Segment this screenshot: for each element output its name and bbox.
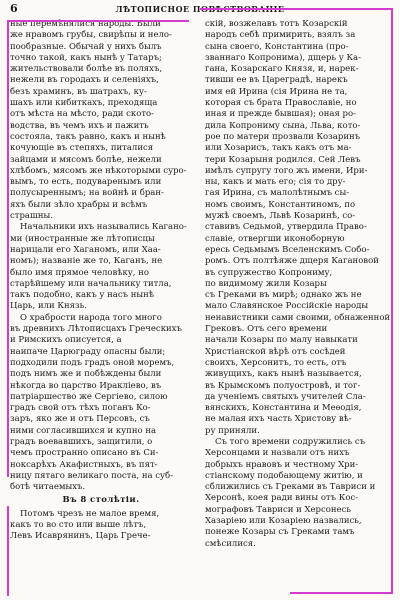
text-line: рое по матери прозвали Козаринъ: [205, 131, 361, 142]
text-line: въ древнихъ Лѣтописцахъ Греческихъ: [10, 324, 182, 335]
text-line: подходили подъ градъ оной моремъ,: [10, 357, 175, 368]
text-line: въ супружество Копрониму,: [205, 267, 333, 278]
text-line: О храбрости народа того много: [20, 312, 162, 323]
left-column: [10, 19, 192, 543]
text-line: Потомъ чрезъ не малое время,: [20, 508, 160, 519]
text-line: Царь, или Князь.: [10, 301, 87, 312]
text-line: сближились съ Греками въ Тавриси и: [205, 482, 376, 493]
text-line: стіанскому подобающему житію, и: [205, 470, 363, 481]
text-line: мало Славянское Россійскіе народы: [205, 301, 369, 312]
text-line: понеже Козары съ Греками тамъ: [205, 527, 355, 538]
text-line: дила Копрониму сына, Льва, кото-: [205, 120, 361, 131]
text-line: номъ); названіе же то, Каганъ, не: [10, 256, 163, 267]
text-line: Левъ Исаврянинъ, Царь Грече-: [10, 531, 151, 542]
text-line: славіе, отвергши иконоборную: [205, 233, 345, 244]
text-line: съ Греками въ мирѣ; однако жъ не: [205, 290, 362, 301]
text-line: которая съ брата Православіе, но: [205, 98, 357, 109]
text-line: по видимому жили Козары: [205, 278, 327, 289]
text-line: такъ подобно, какъ у насъ нынѣ: [10, 290, 154, 301]
text-line: имѣлъ супругу того жъ имени, Ири-: [205, 165, 368, 176]
page-number: 6: [10, 2, 18, 15]
text-line: Хазаріею или Козаріею назвались,: [205, 516, 362, 527]
running-head: ЛѢТОПИСНОЕ ПОВѢСТВОВАНІЕ: [115, 4, 285, 14]
text-line: добрыхъ нравовъ и честному Хри-: [205, 459, 359, 470]
text-line: народъ себѣ примирить, взялъ за: [205, 30, 356, 41]
highlight-bracket-right: [391, 8, 393, 594]
text-line: ними согласившихся и купно на: [10, 425, 157, 436]
text-line: какъ то во сто или выше лѣтъ,: [10, 520, 147, 531]
paragraph-right-1: [205, 19, 391, 437]
text-line: Грековъ. Отъ сего времени: [205, 324, 328, 335]
highlight-bracket-top: [200, 8, 393, 10]
text-line: или Хозарисъ, такъ какъ отъ ма-: [205, 143, 352, 154]
text-line: полусыреннымъ; на войнѣ и бран-: [10, 188, 164, 199]
text-line: гана, Козарскаго Князя, и, нарек-: [205, 64, 359, 75]
text-line: начали Козары по малу навыкати: [205, 335, 358, 346]
text-line: нѣкогда во царство Иракліево, въ: [10, 380, 162, 391]
text-line: живущихъ, какъ нынѣ называется,: [205, 369, 362, 380]
highlight-bracket-left-lower: [7, 506, 9, 596]
text-line: зайцами и мясомъ болѣе, нежели: [10, 154, 162, 165]
text-line: вянскихъ, Константина и Меѳодія,: [205, 403, 362, 414]
text-line: своихъ, Херсонитъ, то есть, отъ: [205, 357, 347, 368]
text-line: номъ своимъ, Константиномъ, по: [205, 199, 356, 210]
text-line: ботѣ читаемыхъ.: [10, 482, 86, 493]
text-line: безъ храминъ, въ шатрахъ, ку-: [10, 86, 147, 97]
text-line: мографовъ Тавриси и Херсонесь: [205, 504, 351, 515]
section-heading: Въ 8 столѣтіи.: [62, 495, 140, 506]
text-line: тери Козарыня родился. Сей Левъ: [205, 154, 361, 165]
text-line: кочующіе въ степяхъ, питалися: [10, 143, 154, 154]
text-line: ноксарѣхъ Акафистныхъ, въ пят-: [10, 459, 158, 470]
paragraph-right-2: [205, 437, 391, 550]
text-line: ру приняли.: [205, 425, 260, 436]
text-line: водства, въ чемъ ихъ и пажить: [10, 120, 149, 131]
text-line: Съ того времени содружились съ: [215, 436, 365, 447]
text-line: званнаго Копронима), дщерь у Ка-: [205, 52, 361, 63]
highlight-bracket-bottom: [290, 592, 393, 594]
text-line: ницу пятаго великаго поста, на суб-: [10, 470, 174, 481]
paragraph-2: [10, 222, 192, 312]
text-line: градъ воевавшихъ, защитили, о: [10, 436, 153, 447]
text-line: патріаршество же Сергіево, силою: [10, 391, 168, 402]
text-line: вымъ, то есть, подуваренымъ или: [10, 177, 162, 188]
text-line: жительствовали болѣе въ поляхъ,: [10, 64, 163, 75]
text-line: скій, возжелавъ тотъ Козарскій: [205, 19, 348, 29]
text-line: ны, какъ и мать его; сія то дру-: [205, 177, 346, 188]
text-line: ми (иностранные же лѣтописцы: [10, 233, 155, 244]
text-line: ные перемѣнялися народы. Были: [10, 19, 161, 29]
text-line: Христіанской вѣрѣ отъ сосѣдей: [205, 346, 346, 357]
text-line: Херсонѣ, коея ради вины отъ Кос-: [205, 493, 359, 504]
highlight-bracket-left-upper: [7, 22, 9, 477]
text-line: чемъ пространно описано въ Си-: [10, 448, 159, 459]
text-line: сына своего, Константина (про-: [205, 41, 349, 52]
paragraph-4: [10, 509, 192, 543]
text-line: ставивъ Седьмой, утвердила Право-: [205, 222, 367, 233]
text-line: точно такой, какъ нынѣ у Татаръ;: [10, 52, 162, 63]
text-line: шахъ или кибиткахъ, преходяща: [10, 98, 158, 109]
highlight-bracket-top-left: [7, 20, 189, 22]
text-line: отъ мѣста на мѣсто, ради ското-: [10, 109, 155, 120]
text-line: имя ей Ирина (сія Ирина не та,: [205, 86, 348, 97]
text-line: подъ нимъ же и побѣждены были: [10, 369, 162, 380]
text-line: пообразные. Обычай у нихъ былъ: [10, 41, 162, 52]
text-line: наипаче Царюграду опасны были;: [10, 346, 166, 357]
text-line: тивши ее въ Цареградѣ, нарекъ: [205, 75, 348, 86]
text-line: мужѣ своемъ, Львѣ Козаринѣ, со-: [205, 211, 356, 222]
text-line: нежели въ городахъ и селеніяхъ,: [10, 75, 159, 86]
text-line: состояла, такъ равно, какъ и нынѣ: [10, 131, 166, 142]
right-column: [205, 19, 391, 550]
text-line: не малая ихъ часть Христову вѣ-: [205, 414, 352, 425]
text-line: да ученіемъ святыхъ учителей Сла-: [205, 391, 366, 402]
text-line: смѣсилися.: [205, 538, 256, 549]
paragraph-1: [10, 19, 192, 222]
text-line: ромъ. Отъ полтѣяже дщеря Кагановой: [205, 256, 379, 267]
text-line: градъ свой отъ тѣхъ поганъ Ко-: [10, 403, 151, 414]
text-line: было имя прямое человѣку, но: [10, 267, 149, 278]
text-line: же нравомъ грубы, свирѣпы и нело-: [10, 30, 172, 41]
text-line: и Римскихъ описуется, а: [10, 335, 122, 346]
text-line: заръ, яко же и отъ Персовъ, съ: [10, 414, 150, 425]
text-line: ненавистники сами своими, обнаженной: [205, 312, 391, 323]
text-line: страшны.: [10, 211, 54, 222]
text-line: гая Ирина, съ малолѣтнымъ сы-: [205, 188, 350, 199]
text-line: Начальники ихъ назывались Кагано-: [20, 222, 187, 233]
text-line: въ Крымскомъ полуостровѣ, и тог-: [205, 380, 361, 391]
text-line: яхъ были зѣло храбры и всѣмъ: [10, 199, 148, 210]
text-line: ересь Седьмымъ Вселенскимъ Собо-: [205, 244, 370, 255]
text-line: Херсонцами и назвали отъ нихъ: [205, 448, 350, 459]
paragraph-3: [10, 313, 192, 494]
text-line: нарицали его Хаганомъ, или Хаа-: [10, 244, 161, 255]
text-line: иная и прежде бывшая); оная ро-: [205, 109, 356, 120]
text-line: хлѣбомъ, мясомъ же нѣкоторыми суро-: [10, 165, 187, 176]
text-line: старѣйшему или начальнику титла,: [10, 278, 172, 289]
